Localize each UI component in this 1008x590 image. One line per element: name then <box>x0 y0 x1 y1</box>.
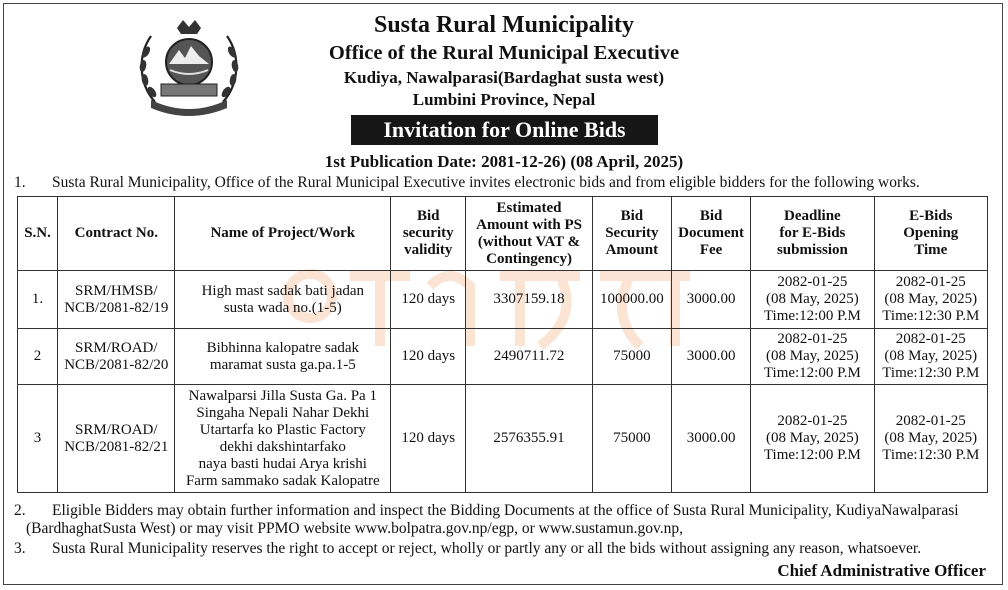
cell-document-fee: 3000.00 <box>671 385 750 493</box>
office-address: Kudiya, Nawalparasi(Bardaghat susta west) <box>343 68 665 87</box>
cell-project-name: Bibhinna kalopatre sadak maramat susta ga.pa.1-5 <box>175 329 391 385</box>
cell-estimated-amount: 2490711.72 <box>466 329 592 385</box>
header-security-amount: Bid Security Amount <box>592 197 671 271</box>
publication-date: 1st Publication Date: 2081-12-26) (08 April, 2025) <box>324 152 684 171</box>
cell-estimated-amount: 2576355.91 <box>466 385 592 493</box>
bids-table <box>17 196 988 493</box>
office-name: Office of the Rural Municipal Executive <box>328 42 680 64</box>
cell-project-name: Nawalparsi Jilla Susta Ga. Pa 1 Singaha Nepali Nahar Dekhi Utartarfa ko Plastic Factory dekhi dakshintarfako naya basti hudai Arya krishi Farm sammako sadak Kalopatre <box>175 385 391 493</box>
cell-contract-no: SRM/ROAD/ NCB/2081-82/21 <box>58 385 175 493</box>
table-row <box>18 385 988 493</box>
cell-security-amount: 75000 <box>592 385 671 493</box>
header-opening-time: E-Bids Opening Time <box>874 197 987 271</box>
notice-number: 3. <box>14 540 26 557</box>
cell-estimated-amount: 3307159.18 <box>466 271 592 329</box>
cell-opening-time: 2082-01-25 (08 May, 2025) Time:12:30 P.M <box>874 329 987 385</box>
notice-text: Susta Rural Municipality, Office of the Rural Municipal Executive invites electronic bids and from eligible bidders for the following works. <box>52 174 920 191</box>
cell-security-amount: 100000.00 <box>592 271 671 329</box>
cell-document-fee: 3000.00 <box>671 271 750 329</box>
cell-bid-validity: 120 days <box>391 329 466 385</box>
cell-deadline: 2082-01-25 (08 May, 2025) Time:12:00 P.M <box>751 271 874 329</box>
notice-number: 1. <box>14 174 26 191</box>
notice-title: Invitation for Online Bids <box>351 115 658 145</box>
notice-number: 2. <box>14 502 26 519</box>
cell-sn: 1. <box>18 271 58 329</box>
cell-deadline: 2082-01-25 (08 May, 2025) Time:12:00 P.M <box>751 329 874 385</box>
cell-opening-time: 2082-01-25 (08 May, 2025) Time:12:30 P.M <box>874 385 987 493</box>
header-bid-validity: Bid security validity <box>391 197 466 271</box>
header-project-name: Name of Project/Work <box>175 197 391 271</box>
cell-deadline: 2082-01-25 (08 May, 2025) Time:12:00 P.M <box>751 385 874 493</box>
cell-bid-validity: 120 days <box>391 271 466 329</box>
header-sn: S.N. <box>18 197 58 271</box>
table-row <box>18 271 988 329</box>
header-deadline: Deadline for E-Bids submission <box>751 197 874 271</box>
notice-item-1 <box>14 174 994 192</box>
province-name: Lumbini Province, Nepal <box>412 90 596 109</box>
cell-contract-no: SRM/HMSB/ NCB/2081-82/19 <box>58 271 175 329</box>
cell-sn: 2 <box>18 329 58 385</box>
notice-text-line-1: Eligible Bidders may obtain further information and inspect the Bidding Documents at the office of Susta Rural Municipality, KudiyaNawalparasi <box>52 502 959 519</box>
table-header-row <box>18 197 988 271</box>
table-row <box>18 329 988 385</box>
cell-sn: 3 <box>18 385 58 493</box>
header-document-fee: Bid Document Fee <box>671 197 750 271</box>
cell-security-amount: 75000 <box>592 329 671 385</box>
cell-document-fee: 3000.00 <box>671 329 750 385</box>
notice-item-3 <box>14 540 994 558</box>
cell-bid-validity: 120 days <box>391 385 466 493</box>
notice-text: Susta Rural Municipality reserves the right to accept or reject, wholly or partly any or all the bids without assigning any reason, whatsoever. <box>52 540 922 557</box>
municipality-name: Susta Rural Municipality <box>373 12 635 38</box>
header-contract-no: Contract No. <box>58 197 175 271</box>
header-estimated-amount: Estimated Amount with PS (without VAT & Contingency) <box>466 197 592 271</box>
cell-opening-time: 2082-01-25 (08 May, 2025) Time:12:30 P.M <box>874 271 987 329</box>
cell-contract-no: SRM/ROAD/ NCB/2081-82/20 <box>58 329 175 385</box>
notice-text-line-2: (BardhaghatSusta West) or may visit PPMO website www.bolpatra.gov.np/egp, or www.sustamun.gov.np, <box>26 520 683 537</box>
cell-project-name: High mast sadak bati jadan susta wada no.(1-5) <box>175 271 391 329</box>
signature-title: Chief Administrative Officer <box>777 561 986 580</box>
notice-item-2 <box>14 502 999 538</box>
